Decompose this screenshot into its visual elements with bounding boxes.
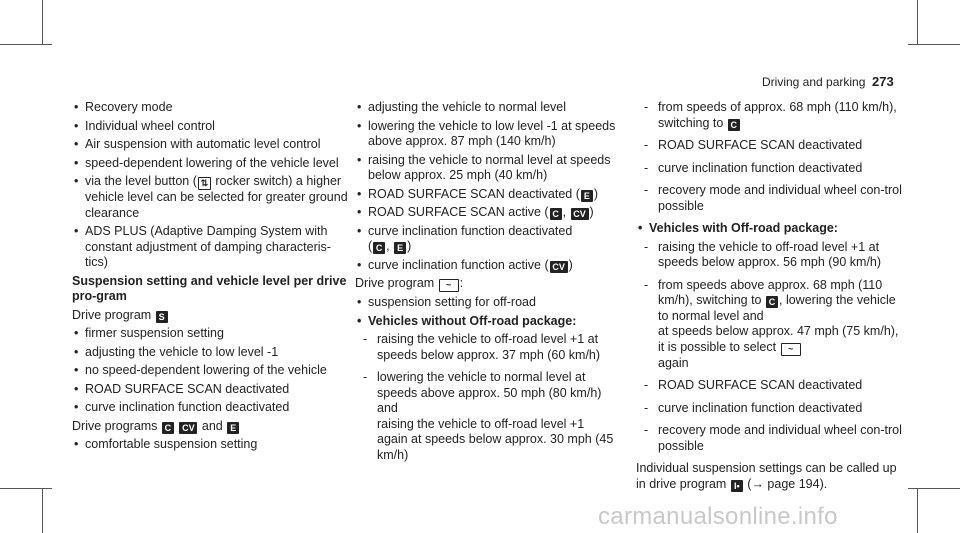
drive-program-e-icon: E [394,242,406,254]
dash-item: - curve inclination function deactivated [636,401,906,417]
list-item: • adjusting the vehicle to normal level [355,100,617,116]
running-head: Driving and parking [762,75,866,89]
list-item: • comfortable suspension setting [72,437,352,453]
dash-item: - recovery mode and individual wheel con-trol possible [636,423,906,454]
crop-mark [42,0,43,45]
drive-program-line: Drive program ~ : [355,276,464,290]
drive-program-c-icon: C [162,422,174,434]
list-item: • raising the vehicle to normal level at speeds below approx. 25 mph (40 km/h) [355,153,617,184]
list-item: • Individual wheel control [72,119,352,135]
level-button-icon: ⇅ [198,177,211,190]
dash-item: - recovery mode and individual wheel con-trol possible [636,183,906,214]
dash-item [636,100,906,131]
text: from speeds above approx. 68 mph (110 km/h), switching to [658,277,883,307]
list-item: • lowering the vehicle to low level -1 at speeds above approx. 87 mph (140 km/h) [355,119,617,150]
sub-heading: • Vehicles without Off-road package: [355,314,617,330]
drive-program-s-icon: S [156,311,168,323]
list-item: • ADS PLUS (Adaptive Damping System with constant adjustment of damping characteris-tics) [72,224,352,271]
drive-program-c-icon: C [373,242,385,254]
crop-mark [908,44,960,45]
list-item: • adjusting the vehicle to low level -1 [72,345,352,361]
dash-item [636,278,906,325]
dash-item: - lowering the vehicle to normal level at speeds above approx. 50 mph (80 km/h) and [355,370,617,417]
crop-mark [908,488,960,489]
crop-mark [917,488,918,533]
offroad-program-icon: ~ [439,279,459,292]
text: Drive program [72,307,152,322]
dash-item-continued [636,324,906,371]
column-2 [355,100,617,470]
text: curve inclination function active ( [368,257,549,272]
text: Drive programs [72,418,158,433]
drive-program-line [72,419,352,435]
text: Individual suspension settings can be called up in drive program [636,461,897,491]
text: again [658,355,689,370]
list-item: • suspension setting for off-road [355,295,617,311]
drive-program-cv-icon: CV [179,422,197,434]
dash-item-continued: raising the vehicle to off-road level +1 again at speeds below approx. 30 mph (45 km/h) [377,416,614,462]
text: and [201,418,223,433]
text: rocker switch) a higher vehicle level can be selected for greater ground clearance [85,174,348,220]
text: Drive program [355,276,435,290]
list-item: • no speed-dependent lowering of the vehicle [72,363,352,379]
dash-item: - raising the vehicle to off-road level +1 at speeds below approx. 37 mph (60 km/h) [355,332,617,363]
text: , lowering the vehicle to normal level and [658,293,896,323]
list-item [72,174,352,221]
list-item: • ROAD SURFACE SCAN active ( C , CV ) [355,205,617,221]
offroad-program-icon: ~ [781,343,801,356]
text: via the level button ( [85,174,197,188]
list-item: • speed-dependent lowering of the vehicle level [72,156,352,172]
section-heading: Suspension setting and vehicle level per drive pro-gram [72,273,347,303]
list-item: • ROAD SURFACE SCAN deactivated [72,382,352,398]
page-number: 273 [872,74,894,89]
list-item: • firmer suspension setting [72,326,352,342]
drive-program-c-icon: C [550,208,562,220]
drive-program-cv-icon: CV [571,208,589,220]
drive-program-c-icon: C [728,119,740,131]
drive-program-e-icon: E [227,422,239,434]
text: from speeds of approx. 68 mph (110 km/h), switching to [658,100,897,130]
drive-program-line [72,308,352,324]
list-item: • curve inclination function active ( CV ) [355,258,617,274]
column-1 [72,100,352,456]
dash-item: - raising the vehicle to off-road level +1 at speeds below approx. 56 mph (90 km/h) [636,240,906,271]
crop-mark [42,488,43,533]
crop-mark [917,0,918,45]
crop-mark [0,44,52,45]
column-3 [636,100,906,495]
dash-item: - curve inclination function deactivated [636,161,906,177]
list-item: • curve inclination function deactivated ( C , E ) [355,224,617,255]
text: ROAD SURFACE SCAN active ( [368,205,549,219]
crop-mark [0,488,52,489]
page-reference-link[interactable]: (→ page 194). [747,476,828,491]
dash-item: - ROAD SURFACE SCAN deactivated [636,378,906,394]
drive-program-c-icon: C [766,296,778,308]
text: at speeds below approx. 47 mph (75 km/h), it is possible to select [658,324,899,354]
list-item: • Recovery mode [72,100,352,116]
list-item: • curve inclination function deactivated [72,400,352,416]
drive-program-cv-icon: CV [550,261,568,273]
closing-paragraph [636,461,906,492]
text: ROAD SURFACE SCAN deactivated ( [368,186,580,201]
watermark: carmanualsonline.info [598,503,838,530]
drive-program-e-icon: E [581,190,593,202]
list-item: • ROAD SURFACE SCAN deactivated ( E ) [355,187,617,203]
list-item: • Air suspension with automatic level control [72,137,352,153]
dash-item: - ROAD SURFACE SCAN deactivated [636,138,906,154]
text: curve inclination function deactivated [368,223,573,238]
drive-program-individual-icon: I• [731,480,743,492]
sub-heading: • Vehicles with Off-road package: [636,221,906,237]
